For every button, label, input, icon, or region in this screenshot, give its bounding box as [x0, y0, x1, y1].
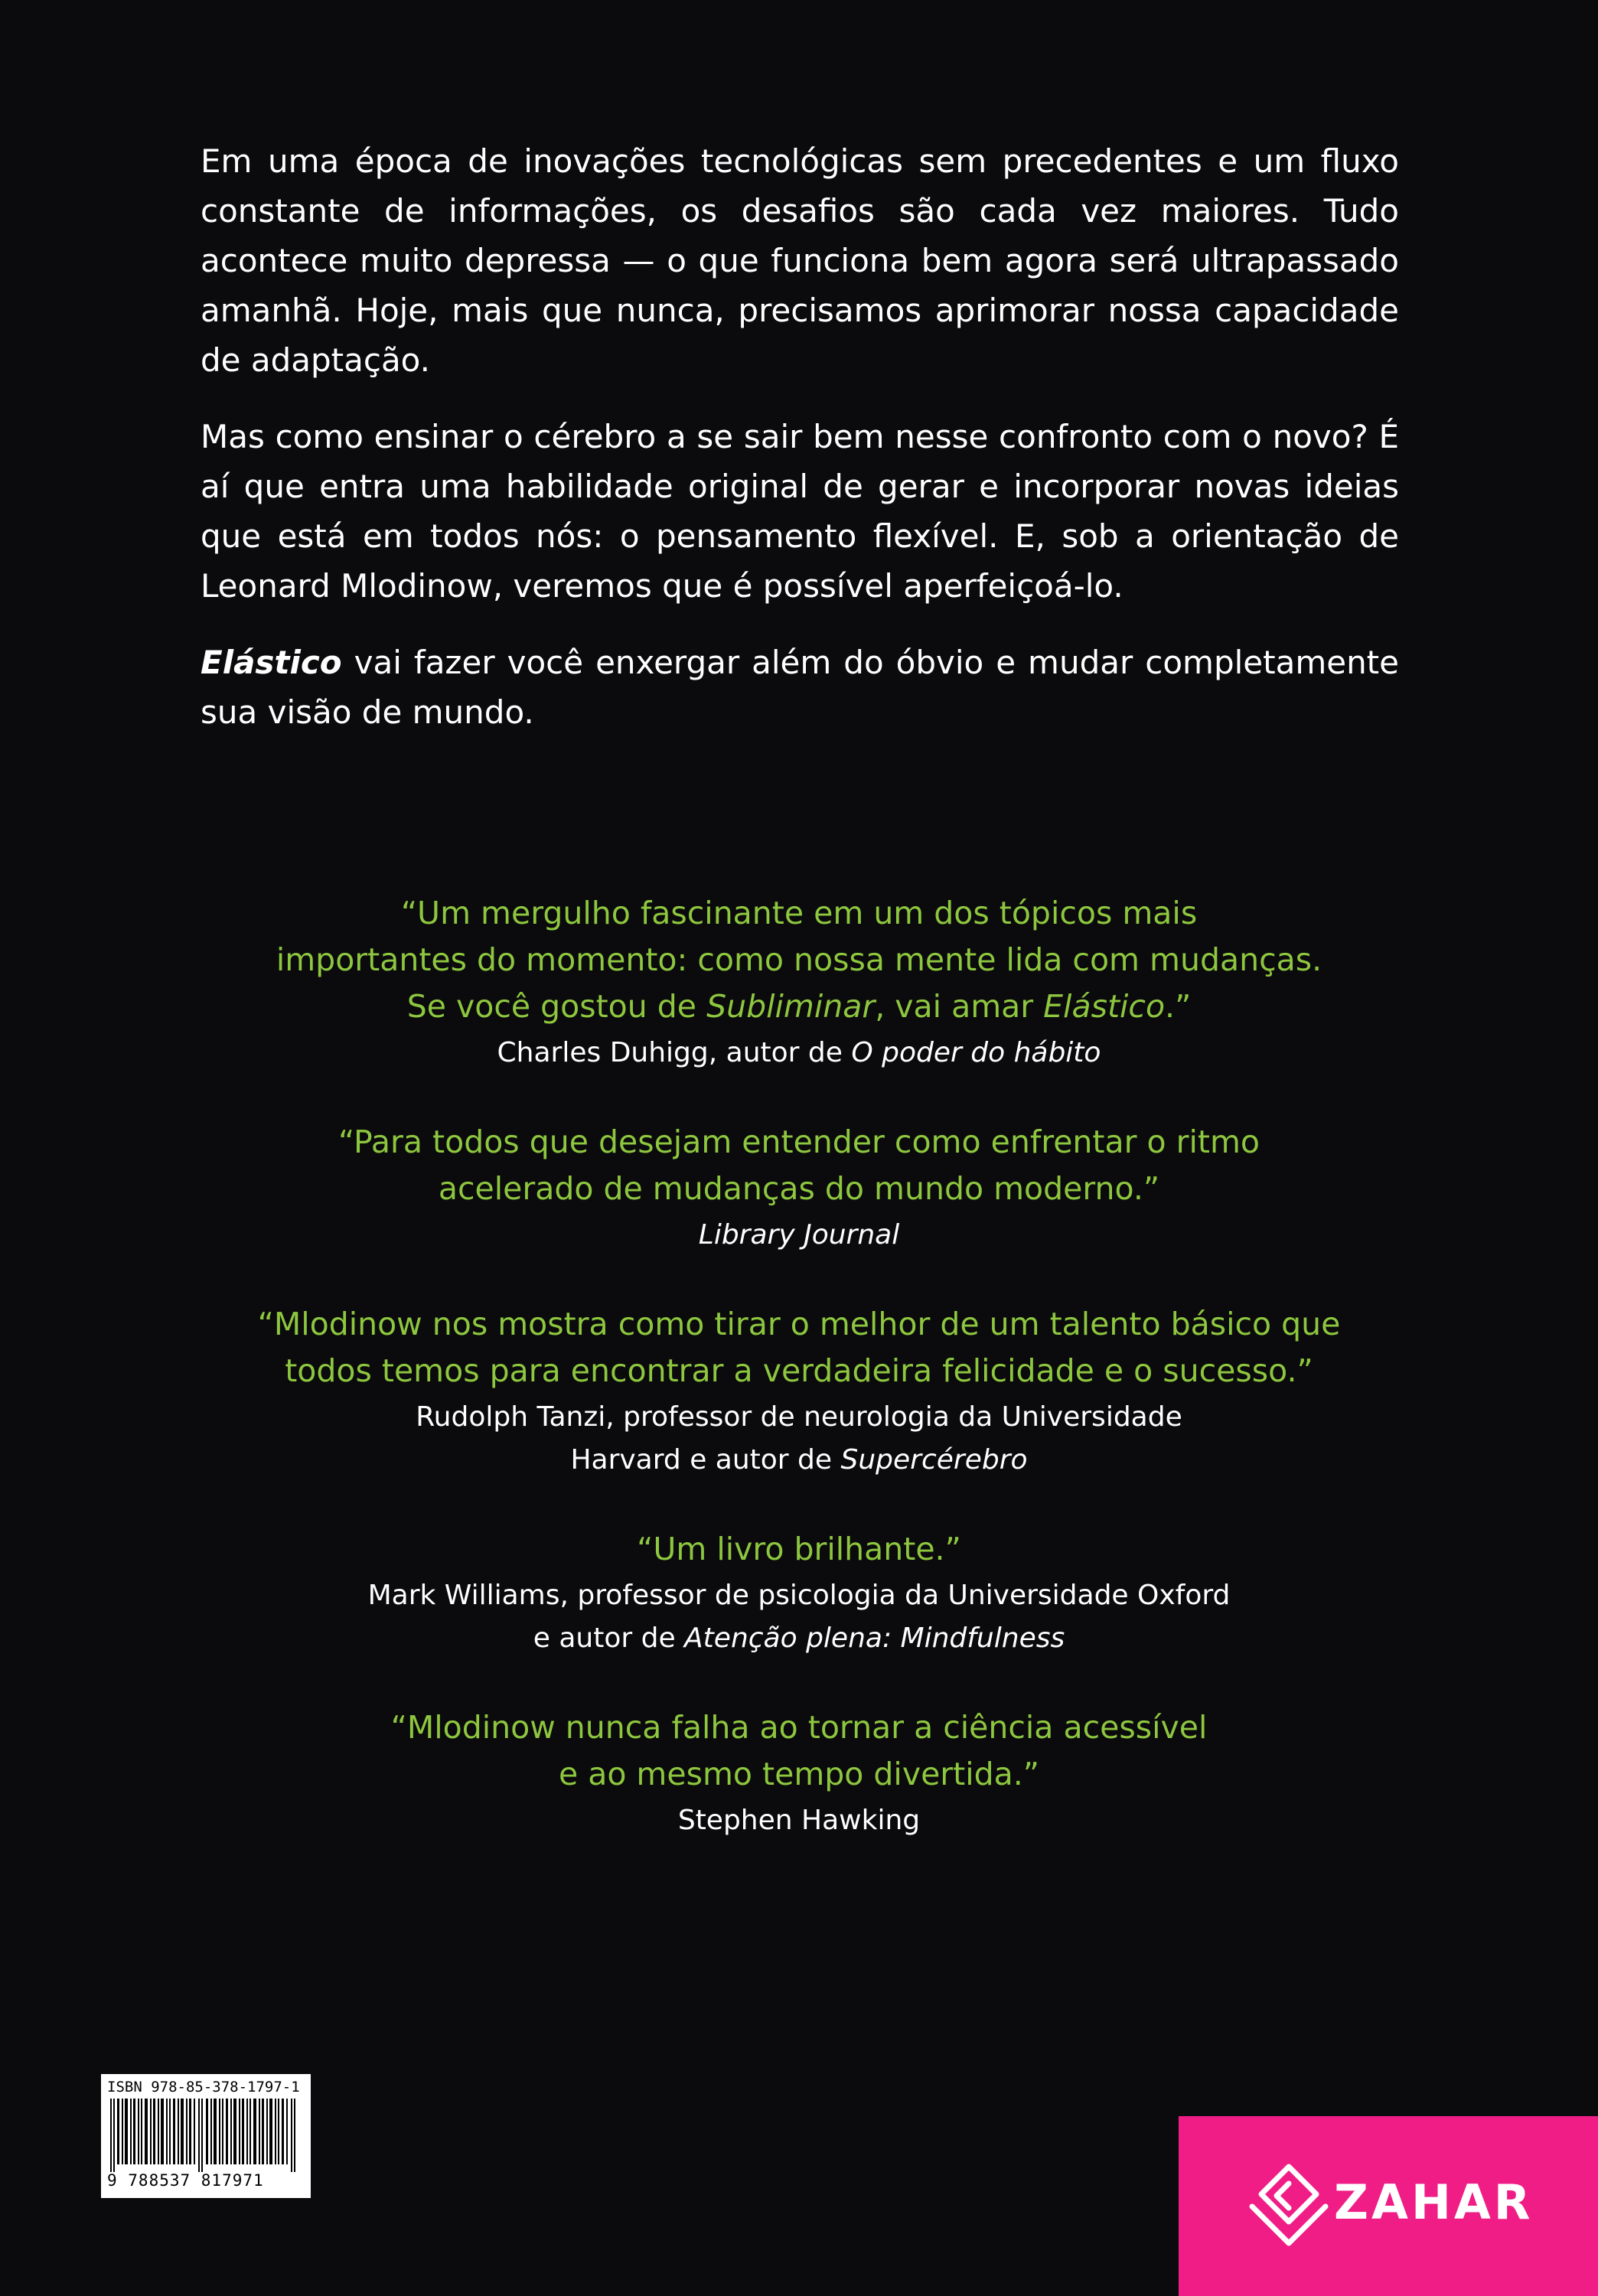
quote-block-tanzi [0, 1301, 1598, 1482]
quote-text: , vai amar [875, 988, 1044, 1025]
quote-block-williams [0, 1526, 1598, 1660]
quote-line: “Um mergulho fascinante em um dos tópicos mais [400, 895, 1198, 931]
quote-line: “Mlodinow nunca falha ao tornar a ciência acessível [390, 1709, 1208, 1746]
quote-attribution: Mark Williams, professor de psicologia da Universidade Oxford [367, 1580, 1231, 1611]
quote-line: e ao mesmo tempo divertida.” [558, 1756, 1040, 1792]
quote-line: “Mlodinow nos mostra como tirar o melhor de um talento básico que [257, 1306, 1341, 1342]
quote-block-duhigg [0, 890, 1598, 1075]
attribution-text: e autor de [533, 1623, 685, 1654]
quote-line: todos temos para encontrar a verdadeira felicidade e o sucesso.” [285, 1352, 1313, 1389]
attribution-book-title: Atenção plena: Mindfulness [684, 1623, 1065, 1654]
attribution-book-title: O poder do hábito [851, 1037, 1101, 1068]
quote-attribution [0, 1439, 1598, 1482]
quote-attribution [0, 1032, 1598, 1075]
quote-attribution [0, 1617, 1598, 1660]
publisher-logo-panel [1179, 2116, 1598, 2296]
attribution-book-title: Supercérebro [840, 1444, 1028, 1476]
publisher-name: ZAHAR [1334, 2174, 1534, 2230]
blurb-paragraph-3-text: vai fazer você enxergar além do óbvio e mudar completamente sua visão de mundo. [201, 644, 1399, 731]
blurb-paragraph-2: Mas como ensinar o cérebro a se sair bem nesse confronto com o novo? É aí que entra uma habilidade original de gerar e incorporar novas ideias que está em todos nós: o pensamento flexível. E, sob a orientação de Leonard Mlodinow, veremos que é possível aperfeiçoá-lo. [201, 418, 1399, 605]
quote-text: Se você gostou de [406, 988, 707, 1025]
blurb-paragraph-1: Em uma época de inovações tecnológicas sem precedentes e um fluxo constante de informações, os desafios são cada vez maiores. Tudo acontece muito depressa — o que funciona bem agora será ultrapassado amanhã. Hoje, mais que nunca, precisamos aprimorar nossa capacidade de adaptação. [201, 142, 1399, 379]
quote-attribution: Library Journal [698, 1219, 900, 1251]
quote-block-hawking [0, 1704, 1598, 1842]
book-title-inline: Elástico [201, 644, 342, 681]
blurb-paragraph-3 [201, 638, 1399, 737]
isbn-barcode [101, 2074, 311, 2198]
back-cover-blurb [201, 136, 1399, 764]
quote-book-title: Subliminar [706, 988, 876, 1025]
barcode-bars [107, 2099, 305, 2172]
book-logo-icon [1246, 2161, 1332, 2251]
quote-attribution: Rudolph Tanzi, professor de neurologia da Universidade [416, 1401, 1182, 1433]
quote-book-title: Elástico [1043, 988, 1166, 1025]
attribution-text: Charles Duhigg, autor de [497, 1037, 852, 1068]
praise-quotes [0, 890, 1598, 1887]
quote-line: importantes do momento: como nossa mente lida com mudanças. [276, 941, 1322, 978]
quote-text: .” [1165, 988, 1192, 1025]
quote-line [0, 983, 1598, 1030]
quote-line: acelerado de mudanças do mundo moderno.” [438, 1170, 1160, 1207]
quote-line: “Um livro brilhante.” [637, 1531, 961, 1567]
quote-attribution: Stephen Hawking [677, 1805, 921, 1836]
isbn-label: ISBN 978-85-378-1797-1 [107, 2079, 300, 2095]
quote-line: “Para todos que desejam entender como enfrentar o ritmo [338, 1124, 1260, 1160]
quote-block-library-journal [0, 1119, 1598, 1257]
attribution-text: Harvard e autor de [570, 1444, 841, 1476]
barcode-number: 9 788537 817971 [107, 2171, 264, 2190]
